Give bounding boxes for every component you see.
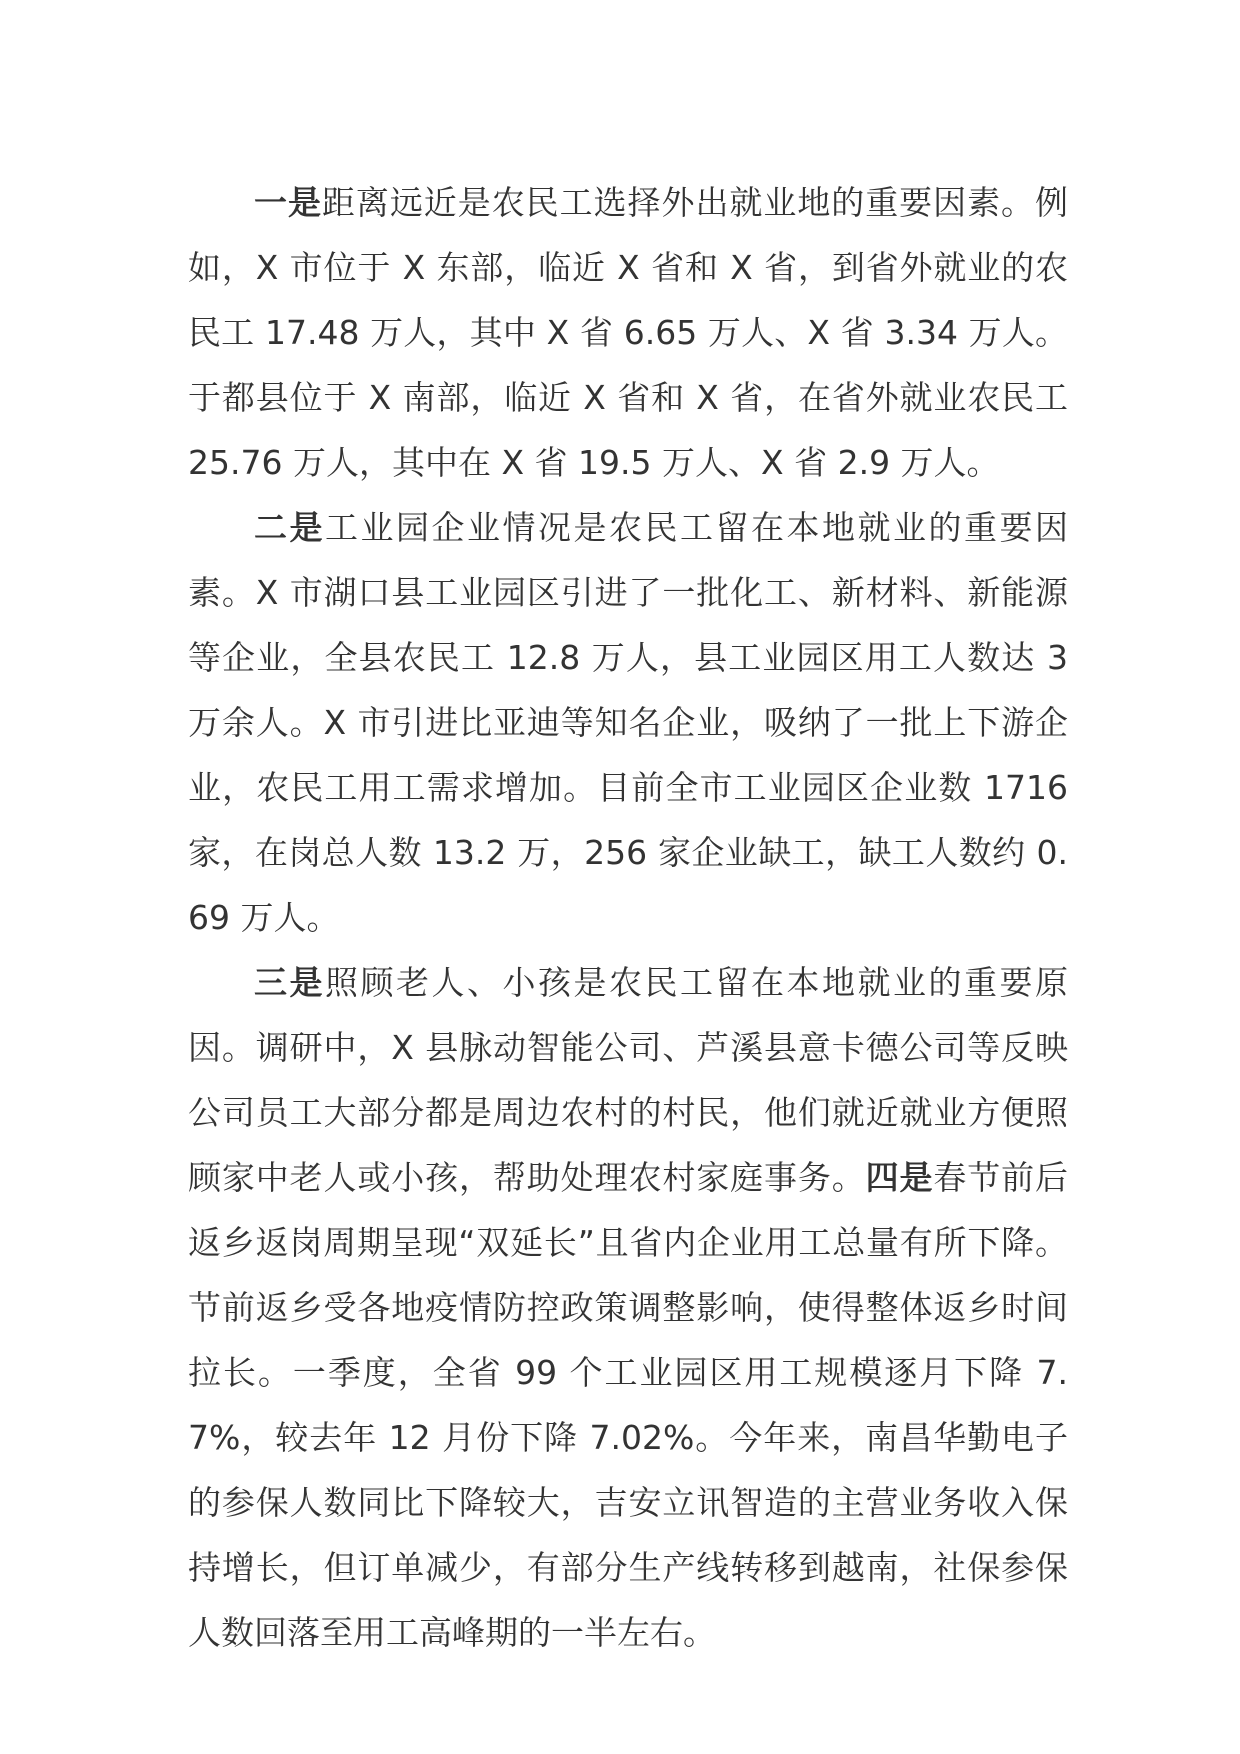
paragraph-3-lead-2: 四是	[865, 1158, 934, 1197]
paragraph-3-text: 照顾老人、小孩是农民工留在本地就业的重要原因。调研中，X 县脉动智能公司、芦溪县意卡德公司等反映公司员工大部分都是周边农村的村民，他们就近就业方便照顾家中老人或小孩，帮助处理农村家庭事务。	[188, 963, 1068, 1197]
paragraph-2-text: 工业园企业情况是农民工留在本地就业的重要因素。X 市湖口县工业园区引进了一批化工、新材料、新能源等企业，全县农民工 12.8 万人，县工业园区用工人数达 3 万余人。X 市引进比亚迪等知名企业，吸纳了一批上下游企业，农民工用工需求增加。目前全市工业园区企业数 1716 家，在岗总人数 13.2 万，256 家企业缺工，缺工人数约 0.69 万人。	[188, 508, 1068, 937]
paragraph-3	[188, 950, 1068, 1665]
paragraph-2-lead: 二是	[254, 508, 325, 547]
document-body	[188, 170, 1068, 1665]
paragraph-2	[188, 495, 1068, 950]
paragraph-1-text: 距离远近是农民工选择外出就业地的重要因素。例如，X 市位于 X 东部，临近 X 省和 X 省，到省外就业的农民工 17.48 万人，其中 X 省 6.65 万人、X 省 3.34 万人。于都县位于 X 南部，临近 X 省和 X 省，在省外就业农民工 25.76 万人，其中在 X 省 19.5 万人、X 省 2.9 万人。	[188, 183, 1069, 482]
paragraph-1	[188, 170, 1068, 495]
paragraph-3-lead: 三是	[254, 963, 325, 1002]
paragraph-1-lead: 一是	[254, 183, 322, 222]
paragraph-3-text-2: 春节前后返乡返岗周期呈现“双延长”且省内企业用工总量有所下降。节前返乡受各地疫情防控政策调整影响，使得整体返乡时间拉长。一季度，全省 99 个工业园区用工规模逐月下降 7.7%，较去年 12 月份下降 7.02%。今年来，南昌华勤电子的参保人数同比下降较大，吉安立讯智造的主营业务收入保持增长，但订单减少，有部分生产线转移到越南，社保参保人数回落至用工高峰期的一半左右。	[188, 1158, 1069, 1652]
